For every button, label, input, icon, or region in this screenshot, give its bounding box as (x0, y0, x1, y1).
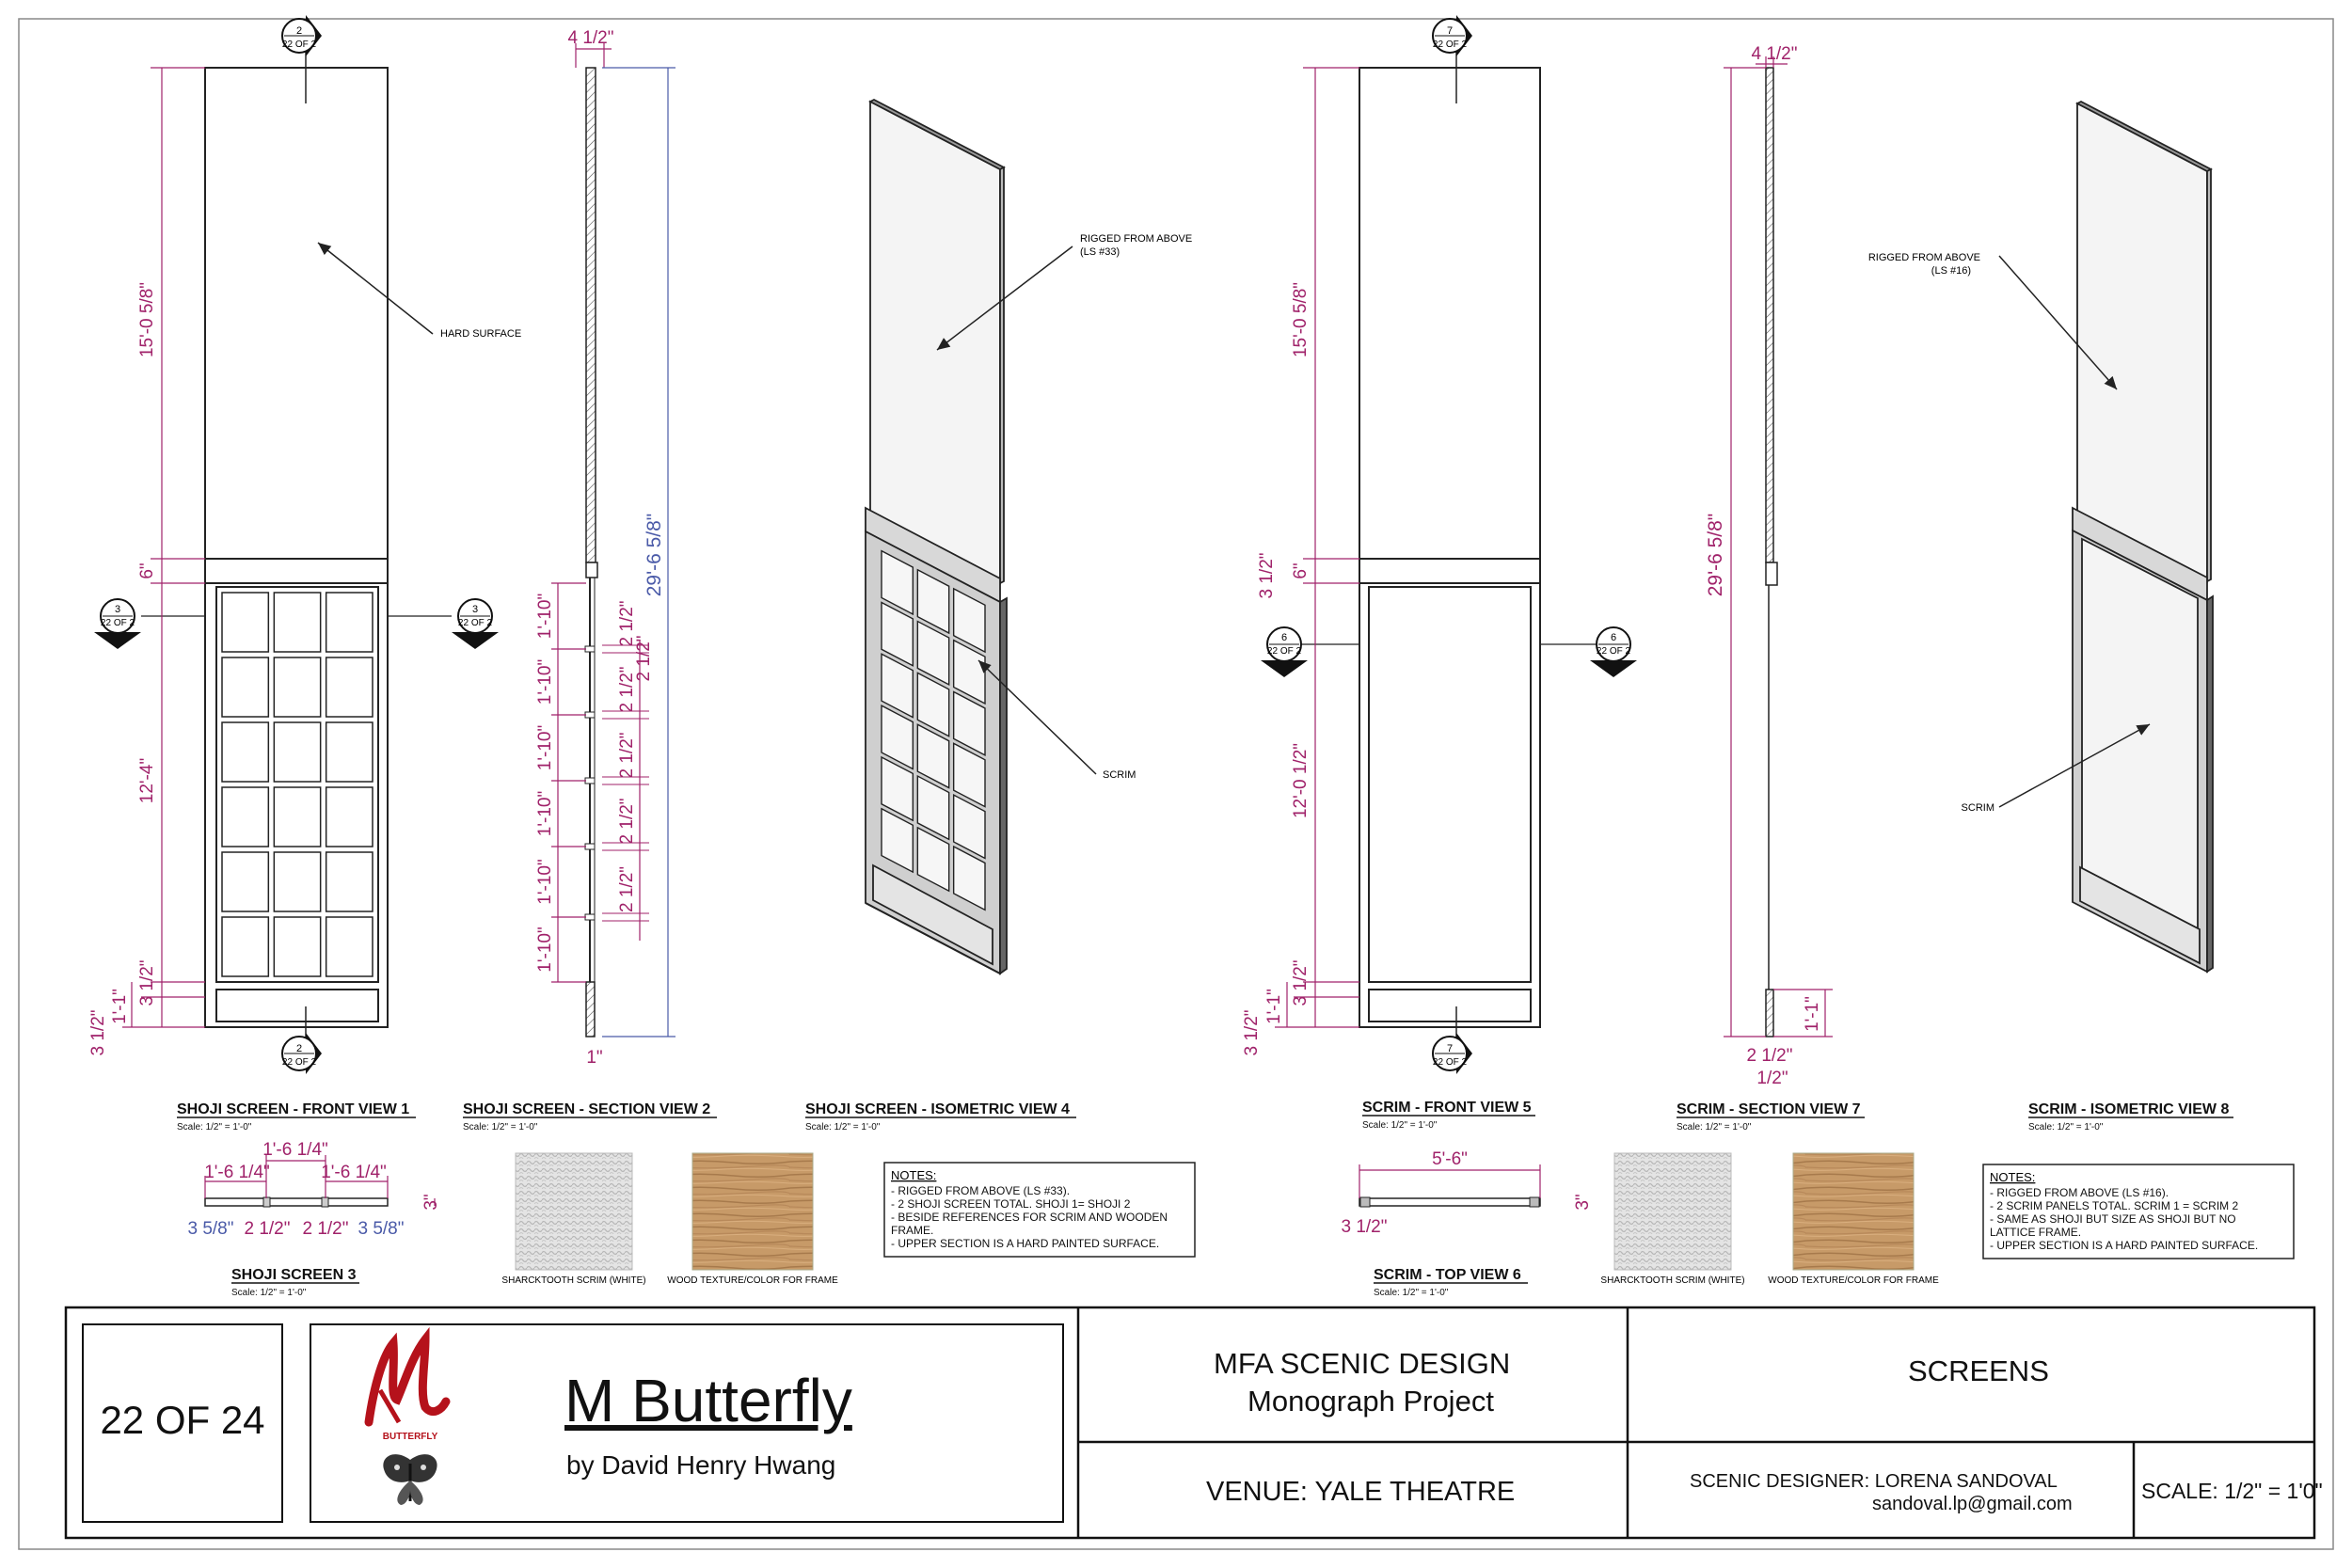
note-line: - 2 SCRIM PANELS TOTAL. SCRIM 1 = SCRIM 2 (1990, 1199, 2239, 1212)
v1-dim-bottom-b: 1'-1" (110, 989, 130, 1024)
svg-text:22 OF 2: 22 OF 2 (1432, 40, 1468, 50)
v2-dim-bottom: 1" (586, 1048, 603, 1068)
v5-dimension-lines (1275, 68, 1359, 1027)
note-line: - 2 SHOJI SCREEN TOTAL. SHOJI 1= SHOJI 2 (891, 1197, 1131, 1211)
view-scale-v8: Scale: 1/2" = 1'-0" (2028, 1122, 2104, 1132)
svg-text:22 OF 2: 22 OF 2 (100, 618, 135, 628)
lattice-pane (326, 593, 373, 652)
note-line: - UPPER SECTION IS A HARD PAINTED SURFACE. (1990, 1239, 2259, 1252)
v5-dim-rail: 6" (1291, 562, 1311, 579)
wood-swatch-1 (692, 1153, 813, 1270)
svg-text:22 OF 2: 22 OF 2 (281, 40, 317, 50)
rigged-ls33-callout-ref: (LS #33) (1080, 246, 1120, 258)
v7-dim-b1: 2 1/2" (1746, 1046, 1793, 1066)
section-mullion (585, 778, 595, 784)
scrim-swatch-2-label: SHARCKTOOTH SCRIM (WHITE) (1600, 1275, 1745, 1286)
shoji-isometric-view-4 (866, 100, 1007, 974)
v5-dim-bottom-c: 3 1/2" (1242, 1009, 1262, 1056)
designer-email: sandoval.lp@gmail.com (1872, 1494, 2073, 1514)
marker-left-6[interactable] (1261, 627, 1308, 677)
v2-dim-gap: 2 1/2" (617, 798, 637, 845)
scenic-designer: SCENIC DESIGNER: LORENA SANDOVAL (1690, 1471, 2058, 1492)
svg-text:22 OF 2: 22 OF 2 (1596, 646, 1631, 657)
sheet-scale: SCALE: 1/2" = 1'0" (2141, 1479, 2323, 1503)
view-scale-v7: Scale: 1/2" = 1'-0" (1677, 1122, 1752, 1132)
v3-dim-a: 3 5/8" (187, 1219, 234, 1239)
v1-dim-lower: 12'-4" (137, 757, 157, 804)
svg-text:6: 6 (1280, 632, 1288, 643)
v3-dim-d: 3 5/8" (358, 1219, 405, 1239)
v1-dim-bottom-a: 3 1/2" (137, 959, 157, 1006)
marker-top-2[interactable] (282, 15, 322, 56)
view-scale-v2: Scale: 1/2" = 1'-0" (463, 1122, 538, 1132)
play-title: M Butterfly (564, 1367, 852, 1434)
scrim-swatch-2 (1614, 1153, 1731, 1270)
shoji-front-view-1 (141, 38, 452, 1063)
v3-dim-total: 1'-6 1/4" (262, 1140, 328, 1160)
lattice-pane (222, 593, 268, 652)
view-title-v5: SCRIM - FRONT VIEW 5 (1362, 1100, 1532, 1116)
v2-dim-gap: 2 1/2" (617, 732, 637, 779)
note-line: - SAME AS SHOJI BUT SIZE AS SHOJI BUT NO (1990, 1212, 2236, 1226)
marker-bottom-2[interactable] (282, 1033, 322, 1074)
v3-dim-h: 3" (421, 1194, 441, 1211)
v1-dim-rail: 6" (137, 562, 157, 579)
note-line: - UPPER SECTION IS A HARD PAINTED SURFACE. (891, 1237, 1160, 1250)
v1-dim-bottom-c: 3 1/2" (88, 1009, 108, 1056)
notes-scrim (1983, 1164, 2294, 1259)
lattice-pane (326, 722, 373, 782)
lattice-pane (222, 722, 268, 782)
svg-text:2: 2 (295, 1043, 303, 1054)
marker-bottom-7[interactable] (1433, 1033, 1472, 1074)
note-line: LATTICE FRAME. (1990, 1226, 2082, 1239)
scrim-shoji-callout: SCRIM (1103, 769, 1136, 781)
svg-text:7: 7 (1446, 1043, 1454, 1054)
hard-surface-leader (318, 243, 433, 334)
lattice-pane (274, 593, 320, 652)
v2-dim-bay: 1'-10" (535, 790, 555, 837)
v2-dim-bay: 1'-10" (535, 593, 555, 640)
scrim-front-view-5 (1298, 38, 1599, 1063)
program-line-1: MFA SCENIC DESIGN (1214, 1347, 1511, 1380)
section-mullion (585, 844, 595, 849)
v5-dim-bottom-b: 1'-1" (1264, 989, 1284, 1024)
scrim-swatch-1 (516, 1153, 632, 1270)
lattice-pane (274, 917, 320, 976)
section-mullion (585, 914, 595, 920)
v7-dim-total: 29'-6 5/8" (1705, 513, 1726, 597)
lattice-pane (326, 917, 373, 976)
v7-dim-top: 4 1/2" (1751, 44, 1798, 64)
view-scale-v4: Scale: 1/2" = 1'-0" (805, 1122, 881, 1132)
view-scale-v5: Scale: 1/2" = 1'-0" (1362, 1120, 1438, 1131)
v2-dim-top: 4 1/2" (567, 28, 614, 48)
svg-text:BUTTERFLY: BUTTERFLY (382, 1432, 438, 1442)
v6-dim-a: 3 1/2" (1341, 1217, 1388, 1237)
hard-surface-callout: HARD SURFACE (440, 328, 522, 340)
lattice-pane (222, 917, 268, 976)
note-line: - RIGGED FROM ABOVE (LS #33). (891, 1184, 1071, 1197)
v6-dim-h: 3" (1573, 1194, 1593, 1211)
v1-dim-upper: 15'-0 5/8" (137, 281, 157, 358)
scrim-top-view-6 (1359, 1197, 1540, 1207)
lattice-pane (326, 657, 373, 717)
view-title-v7: SCRIM - SECTION VIEW 7 (1677, 1101, 1861, 1117)
lattice-pane (274, 787, 320, 847)
svg-text:2: 2 (295, 25, 303, 37)
view-scale-v6: Scale: 1/2" = 1'-0" (1374, 1288, 1449, 1298)
lattice-pane (222, 657, 268, 717)
marker-right-3[interactable] (452, 599, 499, 649)
view-title-v8: SCRIM - ISOMETRIC VIEW 8 (2028, 1101, 2230, 1117)
v6-dim-w: 5'-6" (1432, 1149, 1468, 1169)
v5-dim-a: 3 1/2" (1257, 552, 1277, 599)
marker-right-6[interactable] (1590, 627, 1637, 677)
rigged-ls16-callout-ref: (LS #16) (1931, 265, 1971, 277)
view-title-v2: SHOJI SCREEN - SECTION VIEW 2 (463, 1101, 711, 1117)
svg-text:22 OF 2: 22 OF 2 (1432, 1057, 1468, 1068)
play-author: by David Henry Hwang (566, 1450, 836, 1480)
note-line: - RIGGED FROM ABOVE (LS #16). (1990, 1186, 2169, 1199)
lattice-pane (326, 852, 373, 911)
svg-text:3: 3 (471, 604, 479, 615)
view-scale-v3: Scale: 1/2" = 1'-0" (231, 1288, 307, 1298)
view-scale-v1: Scale: 1/2" = 1'-0" (177, 1122, 252, 1132)
v5-dim-upper: 15'-0 5/8" (1291, 281, 1311, 358)
scrim-isometric-view-8 (2073, 102, 2213, 972)
svg-text:7: 7 (1446, 25, 1454, 37)
svg-text:22 OF 2: 22 OF 2 (457, 618, 493, 628)
lattice-pane (326, 787, 373, 847)
svg-text:6: 6 (1610, 632, 1617, 643)
program-line-2: Monograph Project (1248, 1385, 1494, 1418)
view-title-v1: SHOJI SCREEN - FRONT VIEW 1 (177, 1101, 410, 1117)
rigged-ls16-callout: RIGGED FROM ABOVE (1867, 252, 1980, 263)
wood-swatch-1-label: WOOD TEXTURE/COLOR FOR FRAME (667, 1275, 838, 1286)
svg-text:22 OF 2: 22 OF 2 (281, 1057, 317, 1068)
marker-top-7[interactable] (1433, 15, 1472, 56)
v2-dim-gap: 2 1/2" (634, 635, 654, 682)
v2-dim-total: 29'-6 5/8" (644, 513, 665, 597)
wood-swatch-2 (1793, 1153, 1914, 1270)
svg-text:22 OF 2: 22 OF 2 (1266, 646, 1302, 657)
v3-dim-b: 2 1/2" (244, 1219, 291, 1239)
view-title-v3: SHOJI SCREEN 3 (231, 1267, 357, 1283)
v2-dim-bay: 1'-10" (535, 859, 555, 905)
wood-swatch-2-label: WOOD TEXTURE/COLOR FOR FRAME (1768, 1275, 1939, 1286)
v2-dim-bay: 1'-10" (535, 927, 555, 973)
svg-text:NOTES:: NOTES: (1990, 1170, 2036, 1184)
section-mullion (585, 646, 595, 652)
v3-dim-left: 1'-6 1/4" (204, 1163, 270, 1182)
v7-dim-b2: 1/2" (1756, 1069, 1788, 1088)
v2-dim-gap: 2 1/2" (617, 666, 637, 713)
shoji-top-view-3 (205, 1197, 388, 1207)
lattice-pane (274, 852, 320, 911)
note-line: - BESIDE REFERENCES FOR SCRIM AND WOODEN (891, 1211, 1168, 1224)
v5-dim-lower: 12'-0 1/2" (1291, 742, 1311, 819)
v3-dim-right: 1'-6 1/4" (321, 1163, 387, 1182)
m-butterfly-logo (369, 1339, 446, 1505)
marker-left-3[interactable] (94, 599, 141, 649)
v2-dim-bay: 1'-10" (535, 658, 555, 705)
svg-text:3: 3 (114, 604, 121, 615)
sheet-number: 22 OF 24 (100, 1398, 265, 1442)
venue: VENUE: YALE THEATRE (1206, 1477, 1516, 1507)
lattice-pane (222, 787, 268, 847)
view-title-v6: SCRIM - TOP VIEW 6 (1374, 1267, 1521, 1283)
lattice-pane (222, 852, 268, 911)
view-title-v4: SHOJI SCREEN - ISOMETRIC VIEW 4 (805, 1101, 1070, 1117)
lattice-pane (274, 657, 320, 717)
v2-dim-bay: 1'-10" (535, 724, 555, 771)
scrim-swatch-1-label: SHARCKTOOTH SCRIM (WHITE) (501, 1275, 646, 1286)
v1-dimension-lines (122, 68, 205, 1027)
scrim-section-view-7 (1766, 68, 1777, 1037)
v6-dimension-lines (1359, 1164, 1540, 1198)
section-mullion (585, 712, 595, 718)
v7-dim-side: 1'-1" (1803, 996, 1822, 1032)
v2-dim-gap: 2 1/2" (617, 600, 637, 647)
scrim-panel-callout: SCRIM (1961, 802, 1994, 814)
v5-dim-bottom-a: 3 1/2" (1291, 959, 1311, 1006)
rigged-ls33-callout: RIGGED FROM ABOVE (1080, 233, 1193, 245)
v7-total-dimension (1724, 68, 1766, 1037)
lattice-pane (274, 722, 320, 782)
svg-text:NOTES:: NOTES: (891, 1168, 937, 1182)
notes-shoji (884, 1163, 1195, 1257)
note-line: FRAME. (891, 1224, 934, 1237)
v2-dim-gap: 2 1/2" (617, 865, 637, 913)
v3-dim-c: 2 1/2" (302, 1219, 349, 1239)
drawing-name: SCREENS (1908, 1354, 2049, 1387)
